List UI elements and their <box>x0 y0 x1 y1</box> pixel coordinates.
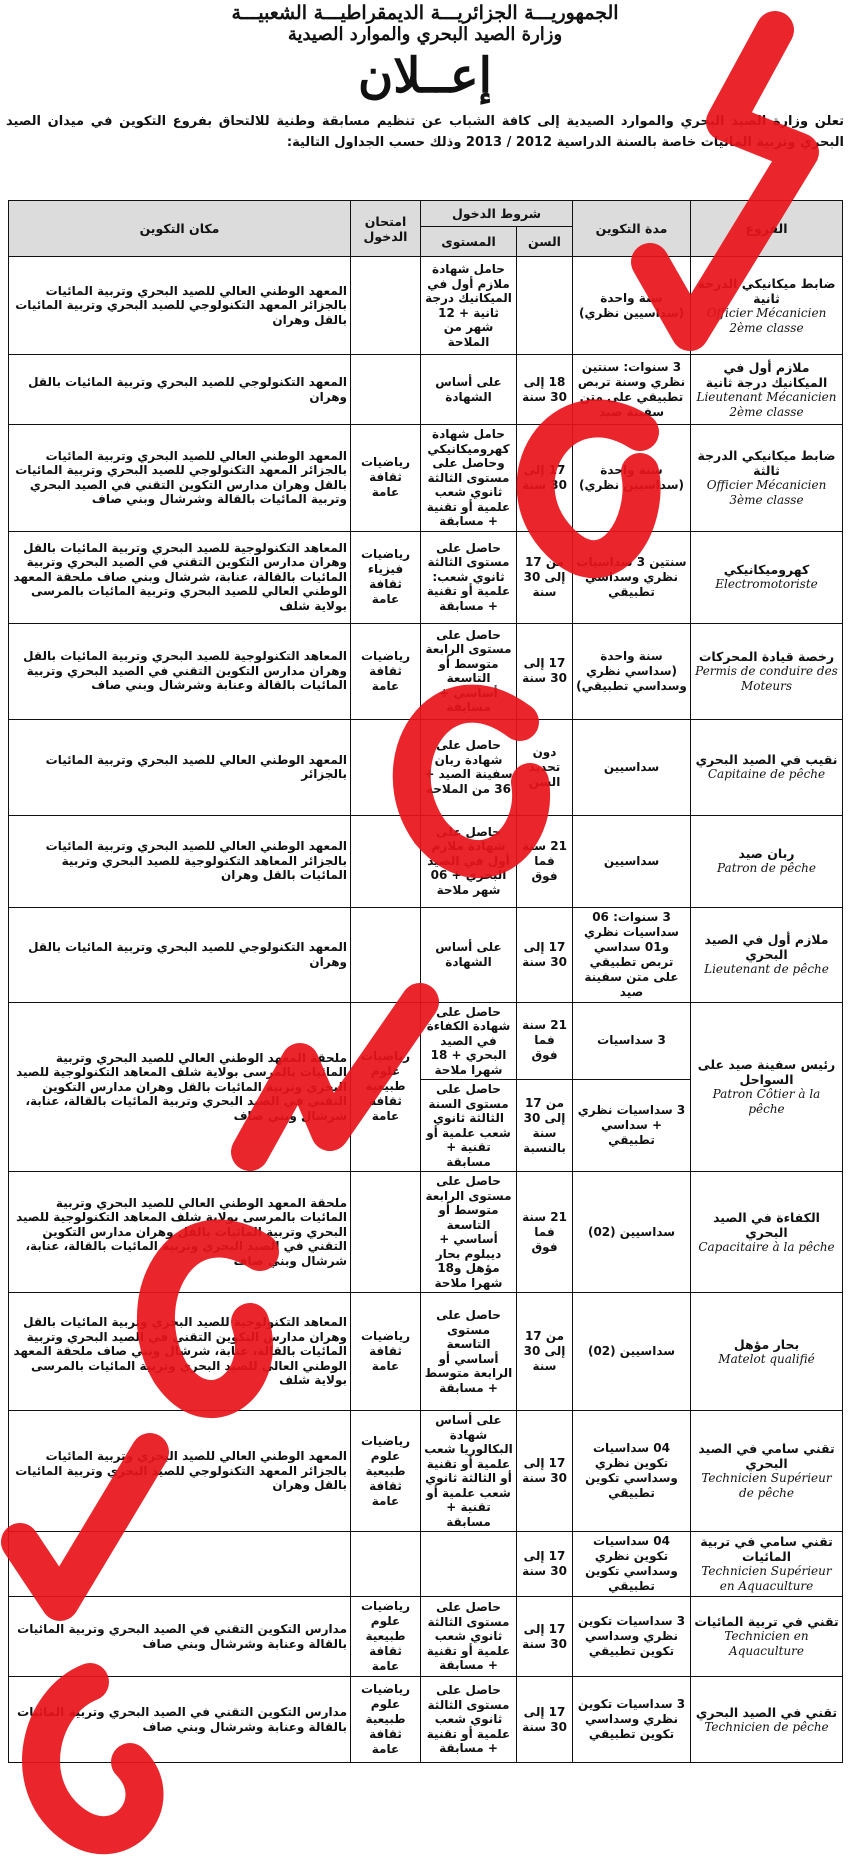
location-cell: المعهد الوطني العالي للصيد البحري وتربية المائيات بالجزائر المعاهد التكنولوجية للصيد البحري وتربية المائيات بالقل وهران <box>9 815 351 907</box>
duration-cell: سنة واحدة (سداسيين نظري) <box>573 257 691 355</box>
location-cell: مدارس التكوين التقني في الصيد البحري وتربية المائيات بالقالة وعنابة وشرشال وبني صاف <box>9 1597 351 1677</box>
age-cell: دون تحديد السن <box>517 719 573 815</box>
branch-french: Technicien en Aquaculture <box>724 1629 809 1658</box>
branch-french: Capacitaire à la pêche <box>698 1239 835 1254</box>
table-row <box>9 1172 843 1293</box>
age-cell: 17 إلى 30 سنة <box>517 1411 573 1532</box>
exam-cell <box>351 355 421 425</box>
level-cell: على أساس الشهادة <box>421 907 517 1002</box>
branch-cell <box>691 719 843 815</box>
branch-cell <box>691 531 843 623</box>
location-cell: المعهد الوطني العالي للصيد البحري وتربية المائيات بالجزائر المعهد التكنولوجي للصيد البحري وتربية المائيات بالقل وهران <box>9 1411 351 1532</box>
branch-cell <box>691 1677 843 1763</box>
location-cell: المعهد الوطني العالي للصيد البحري وتربية المائيات بالجزائر المعهد التكنولوجي للصيد البحري وتربية المائيات بالقل وهران مدارس التكوين التقني في الصيد البحري وتربية المائيات بالقالة وشرشال وبني صاف <box>9 425 351 532</box>
branch-french: Technicien Supérieur de pêche <box>701 1471 832 1500</box>
level-cell: حامل شهادة ملازم أول في الميكانيك درجة ثانية + 12 شهر من الملاحة <box>421 257 517 355</box>
duration-cell: 04 سداسيات تكوين نظري وسداسي تكوين تطبيقي <box>573 1411 691 1532</box>
branch-french: Electromotoriste <box>715 577 818 591</box>
branch-french: Lieutenant Mécanicien 2ème classe <box>696 389 837 419</box>
branch-french: Officier Mécanicien 3ème classe <box>706 477 827 507</box>
branch-french: Lieutenant de pêche <box>704 962 829 976</box>
level-cell: حاصل على مستوى الثالثة ثانوي شعب علمية أو تقنية + مسابقة <box>421 1677 517 1763</box>
duration-cell: سداسيين (02) <box>573 1293 691 1411</box>
header-duration: مدة التكوين <box>573 201 691 257</box>
exam-cell: رياضيات ثقافة عامة <box>351 425 421 532</box>
exam-cell <box>351 815 421 907</box>
exam-cell: رياضيات فيزياء ثقافة عامة <box>351 531 421 623</box>
duration-cell: 04 سداسيات تكوين نظري وسداسي تكوين تطبيقي <box>573 1532 691 1597</box>
ministry-title: وزارة الصيد البحري والموارد الصيدية <box>287 24 563 45</box>
age-cell: من 17 إلى 30 سنة <box>517 1293 573 1411</box>
exam-cell: رياضيات علوم طبيعية ثقافة عامة <box>351 1597 421 1677</box>
level-cell: حاصل على شهادة الكفاءة في الصيد البحري + 18 شهرا ملاحة <box>421 1002 517 1080</box>
branch-arabic: تقني سامي في تربية المائيات <box>700 1534 833 1564</box>
branch-arabic: ضابط ميكانيكي الدرجة ثالثة <box>697 447 836 478</box>
location-cell: مدارس التكوين التقني في الصيد البحري وتربية المائيات بالقالة وعنابة وشرشال وبني صاف <box>9 1677 351 1763</box>
header-location: مكان التكوين <box>9 201 351 257</box>
table-row <box>9 623 843 719</box>
exam-cell <box>351 907 421 1002</box>
branch-arabic: ربان صيد <box>738 846 795 861</box>
table-row <box>9 1293 843 1411</box>
duration-cell: 3 سنوات: 06 سداسيات نظري و01 سداسي تربص تطبيقي على متن سفينة صيد <box>573 907 691 1002</box>
age-cell <box>517 257 573 355</box>
exam-cell <box>351 1172 421 1293</box>
table-row <box>9 257 843 355</box>
table-row <box>9 425 843 532</box>
branch-french: Technicien Supérieur en Aquaculture <box>701 1564 832 1593</box>
exam-cell: رياضيات علوم طبيعية ثقافة عامة <box>351 1677 421 1763</box>
table-row <box>9 531 843 623</box>
branch-cell <box>691 1172 843 1293</box>
branch-arabic: رخصة قيادة المحركات <box>698 648 835 664</box>
branch-arabic: تقني في الصيد البحري <box>695 1704 838 1720</box>
branch-french: Officier Mécanicien 2ème classe <box>706 305 827 335</box>
branch-french: Technicien de pêche <box>704 1719 829 1734</box>
exam-cell: رياضيات علوم طبيعية ثقافة عامة <box>351 1411 421 1532</box>
exam-cell <box>351 1532 421 1597</box>
location-cell: المعهد الوطني العالي للصيد البحري وتربية المائيات بالجزائر <box>9 719 351 815</box>
level-cell: حاصل على مستوى السنة الثالثة ثانوي شعب علمية أو تقنية + مسابقة <box>421 1080 517 1172</box>
branch-french: Patron de pêche <box>717 861 816 875</box>
branch-arabic: الكفاءة في الصيد البحري <box>713 1209 820 1240</box>
branch-cell <box>691 815 843 907</box>
duration-cell: سداسيين <box>573 719 691 815</box>
level-cell: حاصل على مستوى الثالثة ثانوي شعب علمية أو تقنية + مسابقة <box>421 1597 517 1677</box>
duration-cell: سنة واحدة (سداسيين نظري) <box>573 425 691 532</box>
branch-arabic: ملازم أول في الصيد البحري <box>704 932 829 962</box>
branch-arabic: ملازم أول في الميكانيك درجة ثانية <box>705 359 828 390</box>
duration-cell: سداسيين (02) <box>573 1172 691 1293</box>
table-row <box>9 1411 843 1532</box>
branch-arabic: تقني سامي في الصيد البحري <box>698 1441 835 1471</box>
exam-cell <box>351 719 421 815</box>
branch-french: Matelot qualifié <box>718 1351 815 1366</box>
duration-cell: سنتين 3 سداسيات نظري وسداسي تطبيقي <box>573 531 691 623</box>
location-cell: ملحقة المعهد الوطني العالي للصيد البحري وتربية المائيات بالمرسى بولاية شلف المعاهد التكنولوجية للصيد البحري وتربية المائيات بالقل وهران مدارس التكوين التقني في الصيد البحري وتربية المائيات بالقالة، عنابة، شرشال وبني صاف <box>9 1002 351 1172</box>
branch-cell <box>691 1532 843 1597</box>
header-level: المستوى <box>421 227 517 257</box>
branch-cell <box>691 1597 843 1677</box>
age-cell: 21 سنة فما فوق <box>517 1002 573 1080</box>
level-cell: حاصل على مستوى التاسعة أساسي أو الرابعة متوسط + مسابقة <box>421 1293 517 1411</box>
level-cell: حاصل على مستوى الثالثة ثانوي شعب: علمية أو تقنية + مسابقة <box>421 531 517 623</box>
location-cell: المعاهد التكنولوجية للصيد البحري وتربية المائيات بالقل وهران مدارس التكوين التقني في الصيد البحري وتربية المائيات بالقالة، عنابة، شرشال وبني صاف ملحقة المعهد الوطني العالي للصيد البحري وتربية المائيات بالمرسى بولاية شلف <box>9 1293 351 1411</box>
page-header <box>0 2 850 105</box>
table-row <box>9 907 843 1002</box>
age-cell: من 17 إلى 30 سنة <box>517 531 573 623</box>
level-cell <box>421 1532 517 1597</box>
age-cell: 17 إلى 30 سنة <box>517 1532 573 1597</box>
location-cell: المعاهد التكنولوجية للصيد البحري وتربية المائيات بالقل وهران مدارس التكوين التقني في الصيد البحري وتربية المائيات بالقالة وعنابة وشرشال وبني صاف <box>9 623 351 719</box>
branch-cell <box>691 623 843 719</box>
duration-cell: 3 سداسيات <box>573 1002 691 1080</box>
level-cell: على أساس الشهادة <box>421 355 517 425</box>
branch-arabic: كهروميكانيكي <box>723 562 810 577</box>
branch-cell <box>691 1411 843 1532</box>
branch-arabic: رئيس سفينة صيد على السواحل <box>697 1056 836 1087</box>
level-cell: حاصل على شهادة ربان سفينة الصيد + 36 من الملاحة <box>421 719 517 815</box>
location-cell: المعاهد التكنولوجية للصيد البحري وتربية المائيات بالقل وهران مدارس التكوين التقني في الصيد البحري وتربية المائيات بالقالة، عنابة، شرشال وبني صاف ملحقة المعهد الوطني العالي للصيد البحري وتربية المائيات بالمرسى بولاية شلف <box>9 531 351 623</box>
branch-cell <box>691 425 843 532</box>
branch-cell <box>691 1002 843 1172</box>
exam-cell: رياضيات ثقافة عامة <box>351 1293 421 1411</box>
table-row <box>9 815 843 907</box>
duration-cell: سنة واحدة (سداسي نظري وسداسي تطبيقي) <box>573 623 691 719</box>
duration-cell: سداسيين <box>573 815 691 907</box>
age-cell: 17 إلى 30 سنة <box>517 425 573 532</box>
level-cell: حاصل على مستوى الرابعة متوسط أو التاسعة أساسي + مسابقة <box>421 623 517 719</box>
location-cell: المعهد التكنولوجي للصيد البحري وتربية المائيات بالقل وهران <box>9 355 351 425</box>
age-cell: 18 إلى 30 سنة <box>517 355 573 425</box>
location-cell <box>9 1532 351 1597</box>
age-cell: 17 إلى 30 سنة <box>517 1677 573 1763</box>
table-row <box>9 719 843 815</box>
announcement-title: إعــلان <box>358 48 492 104</box>
age-cell: 17 إلى 30 سنة <box>517 1597 573 1677</box>
duration-cell: 3 سداسيات تكوين نظري وسداسي تكوين تطبيقي <box>573 1597 691 1677</box>
branch-arabic: بحار مؤهل <box>733 1336 800 1352</box>
level-cell: حاصل على شهادة ملازم أول في الصيد البحري + 06 شهر ملاحة <box>421 815 517 907</box>
level-cell: حاصل على مستوى الرابعة متوسط أو التاسعة أساسي + ديبلوم بحار مؤهل و18 شهرا ملاحة <box>421 1172 517 1293</box>
republic-title: الجمهوريـــة الجزائريـــة الديمقراطيـــة الشعبيـــة <box>231 2 619 24</box>
table-row <box>9 1002 843 1080</box>
training-table <box>8 200 843 1763</box>
age-cell: من 17 إلى 30 سنة بالنسبة <box>517 1080 573 1172</box>
age-cell: 21 سنة فما فوق <box>517 1172 573 1293</box>
branch-cell <box>691 907 843 1002</box>
level-cell: حامل شهادة كهروميكانيكي وحاصل على مستوى الثالثة ثانوي شعب علمية أو تقنية + مسابقة <box>421 425 517 532</box>
location-cell: ملحقة المعهد الوطني العالي للصيد البحري وتربية المائيات بالمرسى بولاية شلف المعاهد التكنولوجية للصيد البحري وتربية المائيات بالقل وهران مدارس التكوين التقني في الصيد البحري وتربية المائيات بالقالة، عنابة، شرشال وبني صاف <box>9 1172 351 1293</box>
age-cell: 17 إلى 30 سنة <box>517 907 573 1002</box>
branch-french: Capitaine de pêche <box>707 767 826 781</box>
branch-cell <box>691 355 843 425</box>
table-row <box>9 1677 843 1763</box>
location-cell: المعهد التكنولوجي للصيد البحري وتربية المائيات بالقل وهران <box>9 907 351 1002</box>
branch-cell <box>691 1293 843 1411</box>
branch-arabic: تقني في تربية المائيات <box>694 1614 839 1629</box>
branch-cell <box>691 257 843 355</box>
intro-paragraph: تعلن وزارة الصيد البحري والموارد الصيدية إلى كافة الشباب عن تنظيم مسابقة وطنية للالتحاق بفروع التكوين في ميدان الصيد البحري وتربية المائيات خاصة بالسنة الدراسية 2012 / 2013 وذلك حسب الجداول التالية: <box>6 114 844 150</box>
table-row <box>9 1532 843 1597</box>
branch-french: Patron Côtier à la pêche <box>712 1086 821 1116</box>
age-cell: 21 سنة فما فوق <box>517 815 573 907</box>
exam-cell <box>351 257 421 355</box>
exam-cell: رياضيات علوم طبيعية ثقافة عامة <box>351 1002 421 1172</box>
header-branch: الفروع <box>691 201 843 257</box>
location-cell: المعهد الوطني العالي للصيد البحري وتربية المائيات بالجزائر المعهد التكنولوجي للصيد البحري وتربية المائيات بالقل وهران <box>9 257 351 355</box>
branch-french: Permis de conduire des Moteurs <box>695 663 838 693</box>
duration-cell: 3 سداسيات تكوين نظري وسداسي تكوين تطبيقي <box>573 1677 691 1763</box>
branch-arabic: ضابط ميكانيكي الدرجة ثانية <box>697 275 836 306</box>
header-exam: امتحان الدخول <box>351 201 421 257</box>
age-cell: 17 إلى 30 سنة <box>517 623 573 719</box>
table-body <box>9 257 843 1763</box>
exam-cell: رياضيات ثقافة عامة <box>351 623 421 719</box>
level-cell: على أساس شهادة البكالوريا شعب علمية أو تقنية أو الثالثة ثانوي شعب علمية أو تقنية + مسابقة <box>421 1411 517 1532</box>
duration-cell: 3 سنوات: سنتين نظري وسنة تربص تطبيقي على متن سفينة صيد <box>573 355 691 425</box>
branch-arabic: نقيب في الصيد البحري <box>695 752 838 767</box>
duration-cell: 3 سداسيات نظري + سداسي تطبيقي <box>573 1080 691 1172</box>
table-row <box>9 355 843 425</box>
table-row <box>9 1597 843 1677</box>
header-age: السن <box>517 227 573 257</box>
header-conditions: شروط الدخول <box>421 201 573 227</box>
